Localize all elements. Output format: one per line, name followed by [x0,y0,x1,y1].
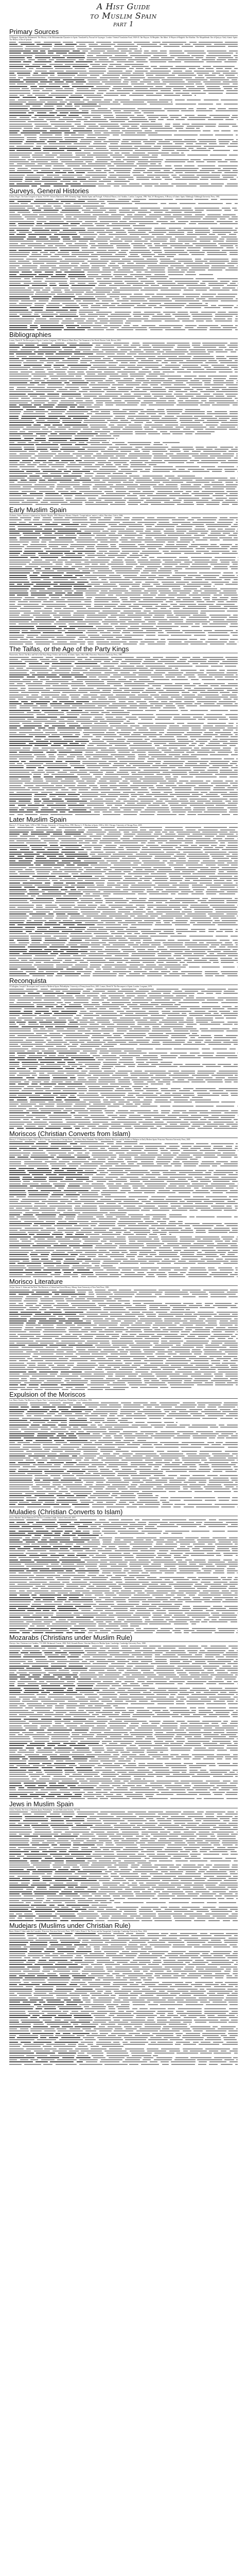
section-text: Chalmeta, Pedro. Invasion e islamizacion. Madrid: Mapfre, 1994. Manzano Moreno, Eduardo. Conquistadores, emires y califas. Barcelona: Critica, 2006. [9,514,123,517]
section [9,1800,238,1922]
section [9,331,238,505]
section-heading[interactable]: Moriscos (Christian Converts from Islam) [9,1130,238,1138]
section-heading[interactable]: Muladies (Christian Converts to Islam) [9,1508,238,1516]
text-lines [9,342,238,506]
section-text: Lea, Henry Charles. The Moriscos of Spain: Their Conversion and Expulsion. Philadelphia: Lea Brothers, 1901. [9,1399,93,1402]
section [9,1130,238,1278]
text-lines [9,198,238,331]
section [9,506,238,646]
section-heading[interactable]: Reconquista [9,977,238,985]
section-text: Ashtor, Eliyahu. The Jews of Moslem Spain. Philadelphia: Jewish Publication Society, 1973-84. [9,1808,81,1811]
section-heading[interactable]: Bibliographies [9,331,238,339]
text-lines [9,517,238,645]
section-heading[interactable]: Mozarabs (Christians under Muslim Rule) [9,1634,238,1642]
text-lines [9,1519,238,1634]
text-lines [9,826,238,977]
text-lines [9,1141,238,1278]
section [9,1391,238,1508]
section-heading[interactable]: Morisco Literature [9,1278,238,1286]
section [9,1278,238,1391]
section-heading[interactable]: Mudejars (Muslims under Christian Rule) [9,1922,238,1930]
section-heading[interactable]: Later Muslim Spain [9,816,238,824]
text-lines [9,41,238,188]
section-heading[interactable]: The Taifas, or the Age of the Party Kings [9,645,238,653]
text-lines [9,1289,238,1391]
text-lines [9,1401,238,1507]
section-text: Chejne, Anwar G. Islam and the West: The Moriscos, a Cultural and Social History. Albany: State University of New York Press, 1983. [9,1286,110,1289]
section-heading[interactable]: Surveys, General Histories [9,187,238,195]
text-lines [9,1645,238,1800]
text-lines [9,656,238,815]
section-text: O'Callaghan, Joseph F. Reconquest and Crusade in Medieval Spain. Philadelphia: University of Pennsylvania Press, 2003. Lomax, Derek W. The Reconquest of Spain. London: Longman, 1978. [9,986,152,988]
section [9,977,238,1129]
section-text: Burns, Robert I. Islam under the Crusaders. Princeton: Princeton University Press, 1973. Catlos, Brian A. The Victors and the Vanquished. Cambridge: Cambridge University Press, 2004. [9,1930,148,1933]
section [9,28,238,187]
section-text: Wasserstein, David. The Rise and Fall of the Party-Kings: Politics and Society in Islamic Spain, 1002-1086. Princeton: Princeton University Press, 1985. [9,654,123,656]
section-text: Al-Maqqari, Ahmed ibn Mohammed. The History of the Mohammedan Dynasties in Spain. Translated by Pascual de Gayangos. London: Oriental Translation Fund, 1840-43. Ibn Hayyan. Al-Muqtabis. Ibn Idhari. Al-Bayan al-Mughrib. Ibn Khaldun. The Muqaddimah. Ibn al-Qutiyya. Early Islamic Spain: The History of Ibn al-Qutiyah. [9,37,238,41]
title-line-1: A Hist Guide [96,2,151,11]
section [9,1634,238,1800]
section [9,816,238,977]
section [9,1922,238,2065]
title-line-3: part 1 [113,21,134,28]
section-heading[interactable]: Expulsion of the Moriscos [9,1391,238,1399]
section-text: Harvey, L. P. Islamic Spain, 1250 to 1500. Chicago: University of Chicago Press, 1990. Harvey, L. P. Muslims in Spain, 1500 to 1614. Chicago: University of Chicago Press, 2005. [9,824,143,826]
section [9,187,238,331]
document-title [9,1,238,28]
text-line [9,2063,238,2065]
section-heading[interactable]: Primary Sources [9,28,238,36]
section-text: Harvey, L. P. Muslims in Spain, 1500 to 1614. Chicago: University of Chicago Press, 2005. Perry, Mary Elizabeth. The Handless Maiden: Moriscos and the Politics of Religion in Early Modern Spain. Princeton: Princeton University Press, 2005. [9,1138,191,1141]
section [9,645,238,816]
section-text: Fierro, Maribel. Abd al-Rahman III: The First Cordoban Caliph. Oxford: Oneworld, 2005. [9,1516,76,1519]
section-text: Lomax, Derek W. The Reconquest of Spain. London: Longman, 1978. Menocal, Maria Rosa. The Ornament of the World. Boston: Little, Brown, 2002. [9,340,121,342]
text-lines [9,988,238,1130]
text-lines [9,1811,238,1922]
title-line-2: to Muslim Spain [90,11,157,21]
section-heading[interactable]: Jews in Muslim Spain [9,1800,238,1808]
text-lines [9,1933,238,2065]
sections-container [9,28,238,2065]
section [9,1508,238,1634]
section-text: Christys, Ann. Christians in al-Andalus, 711-1000. Richmond: Curzon, 2002. Wolf, Kenneth Baxter. Christian Martyrs in Muslim Spain. Cambridge: Cambridge University Press, 1988. [9,1642,146,1645]
section-text: Collins, Roger. The Arab Conquest of Spain, 710-797. Oxford: Blackwell, 1989. Kennedy, Hugh. Muslim Spain and Portugal: A Political History of al-Andalus. London: Longman, 1996. Watt, W. Montgomery. A History of Islamic Spain. Edinburgh: Edinburgh University Press, 1965. [9,196,220,198]
section-heading[interactable]: Early Muslim Spain [9,506,238,514]
